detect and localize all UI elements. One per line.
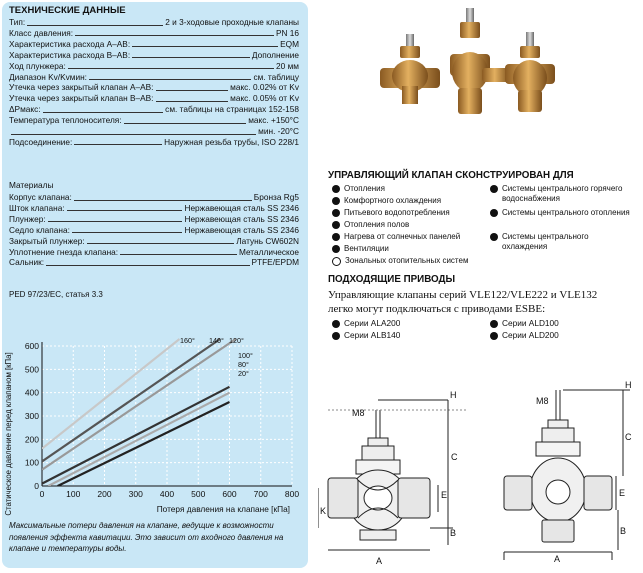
spec-key: Подсоединение: — [9, 136, 73, 147]
spec-row — [9, 72, 299, 83]
actuator-label: Серии ALD200 — [502, 330, 559, 340]
application-item — [490, 208, 630, 218]
y-tick-label: 300 — [24, 411, 39, 421]
leader-line — [89, 72, 251, 81]
leader-line — [132, 50, 250, 59]
spec-value: макс. +150°C — [248, 115, 299, 126]
application-item — [332, 256, 468, 266]
actuator-label: Серии ALB140 — [344, 330, 401, 340]
dim-label-c: C — [451, 452, 458, 462]
spec-key: Сальник: — [9, 257, 45, 268]
y-axis-title: Статическое давление перед клапаном [кПа] — [4, 352, 13, 516]
application-item — [332, 244, 389, 254]
y-tick-label: 0 — [34, 481, 39, 491]
spec-value: Нержавеющая сталь SS 2346 — [184, 213, 299, 224]
valve-product-photo — [370, 2, 570, 122]
spec-row — [9, 137, 299, 148]
spec-row — [9, 82, 299, 93]
leader-line — [43, 104, 164, 113]
bullet-icon — [332, 233, 340, 241]
x-tick-label: 700 — [253, 489, 268, 499]
spec-key: Седло клапана: — [9, 224, 70, 235]
spec-row — [9, 236, 299, 247]
spec-key: Корпус клапана: — [9, 192, 72, 202]
application-label: Зональных отопительных систем — [345, 256, 469, 265]
y-tick-label: 400 — [24, 387, 39, 398]
actuators-title: ПОДХОДЯЩИЕ ПРИВОДЫ — [328, 274, 456, 285]
spec-key: Диапазон Kv/Kvмин: — [9, 71, 87, 82]
spec-key: Шток клапана: — [9, 202, 65, 213]
application-label: Нагрева от солнечных панелей — [344, 232, 461, 241]
series-label: 140° — [209, 336, 224, 345]
application-label: Системы центрального отопления — [502, 208, 630, 217]
y-tick-label: 100 — [24, 457, 39, 468]
dim-label-h: H — [450, 390, 457, 400]
application-label: Системы центрального горячего водоснабжения — [502, 184, 623, 203]
spec-row — [9, 93, 299, 104]
dimension-drawing — [318, 380, 640, 570]
bullet-icon — [332, 185, 340, 193]
series-line — [42, 387, 230, 484]
spec-key: Характеристика расхода А–АВ: — [9, 38, 131, 49]
bullet-icon — [332, 197, 340, 205]
dim-label-m8: M8 — [352, 408, 365, 418]
series-label: 160° — [180, 336, 195, 345]
spec-row — [9, 17, 299, 28]
leader-line — [72, 225, 183, 234]
spec-key: Тип: — [9, 17, 26, 27]
spec-key: ΔPмакс: — [9, 104, 41, 115]
dim-label-e: E — [441, 490, 448, 500]
spec-value: 2 и 3-ходовые проходные клапаны — [165, 17, 299, 27]
dim-label-k: K — [320, 506, 327, 516]
spec-value: мин. -20°C — [258, 126, 299, 136]
spec-key: Утечка через закрытый клапан В–АВ: — [9, 93, 154, 104]
leader-line — [46, 257, 250, 266]
application-item — [490, 232, 630, 251]
actuator-label: Серии ALA200 — [344, 318, 401, 328]
bullet-icon — [332, 320, 340, 328]
dim-label-h2: H — [625, 380, 632, 390]
spec-row — [9, 61, 299, 72]
dim-label-b: B — [450, 528, 457, 538]
application-label: Отопления полов — [344, 220, 410, 229]
applications-title: УПРАВЛЯЮЩИЙ КЛАПАН СКОНСТРУИРОВАН ДЛЯ — [328, 170, 574, 181]
spec-value: Бронза Rg5 — [253, 192, 299, 202]
actuators-text-line1: Управляющие клапаны серий VLE122/VLE222 и VLE132 — [328, 289, 598, 301]
leader-line — [120, 247, 237, 256]
actuator-item — [490, 330, 559, 340]
spec-value: EQM — [280, 38, 299, 49]
series-label: 20° — [238, 369, 249, 378]
dim-label-e2: E — [619, 488, 626, 498]
bullet-icon — [490, 185, 498, 193]
bullet-icon — [332, 209, 340, 217]
application-item — [332, 196, 441, 206]
spec-value: Нержавеющая сталь SS 2346 — [184, 224, 299, 235]
spec-value: см. таблицы на страницах 152-158 — [165, 104, 299, 115]
x-tick-label: 300 — [128, 489, 143, 499]
leader-line — [124, 115, 247, 124]
bullet-icon — [490, 320, 498, 328]
leader-line — [156, 93, 229, 102]
spec-value: PN 16 — [275, 27, 299, 38]
y-tick-label: 500 — [24, 364, 39, 375]
spec-key: Плунжер: — [9, 213, 46, 224]
bullet-icon — [490, 233, 498, 241]
application-item — [332, 184, 385, 194]
leader-line — [27, 17, 163, 26]
spec-key: Утечка через закрытый клапан А–АВ: — [9, 82, 154, 93]
two-way-valve-drawing — [318, 400, 468, 550]
bullet-icon — [332, 332, 340, 340]
spec-row — [9, 247, 299, 258]
application-item — [332, 208, 450, 218]
dim-label-c2: C — [625, 432, 632, 442]
bullet-icon — [332, 221, 340, 229]
spec-value: 20 мм — [276, 60, 299, 71]
series-line — [42, 339, 180, 449]
spec-row — [9, 214, 299, 225]
series-label: 120° — [229, 336, 244, 345]
three-way-valve-drawing — [504, 390, 630, 560]
leader-line — [156, 82, 229, 91]
actuator-item — [332, 330, 400, 340]
spec-value: см. таблицу — [253, 71, 299, 82]
leader-line — [68, 61, 274, 70]
spec-row — [9, 126, 299, 137]
spec-row — [9, 225, 299, 236]
spec-key: Класс давления: — [9, 27, 74, 38]
application-item — [490, 184, 630, 203]
actuators-text-line2: легко могут подключаться с приводами ESBE: — [328, 303, 546, 315]
x-tick-label: 100 — [66, 489, 81, 499]
actuator-label: Серии ALD100 — [502, 318, 559, 328]
leader-line — [48, 214, 183, 223]
hollow-bullet-icon — [332, 257, 341, 266]
spec-row — [9, 28, 299, 39]
leader-line — [67, 203, 183, 212]
spec-key: Уплотнение гнезда клапана: — [9, 246, 119, 257]
cavitation-chart — [2, 332, 308, 517]
leader-line — [11, 126, 256, 135]
leader-line — [74, 137, 162, 146]
spec-row — [9, 115, 299, 126]
spec-row — [9, 104, 299, 115]
bullet-icon — [490, 332, 498, 340]
x-tick-label: 500 — [191, 489, 206, 499]
application-label: Отопления — [344, 184, 385, 193]
application-item — [332, 220, 409, 230]
spec-value: макс. 0.05% от Kv — [230, 93, 299, 104]
y-tick-label: 200 — [24, 434, 39, 445]
materials-title: Материалы — [9, 180, 54, 190]
spec-value: Металлическое — [238, 246, 299, 257]
spec-value: Нержавеющая сталь SS 2346 — [184, 202, 299, 213]
spec-row — [9, 39, 299, 50]
application-item — [332, 232, 460, 242]
dim-label-a: A — [376, 556, 383, 566]
x-tick-label: 600 — [222, 489, 237, 499]
actuator-item — [490, 318, 559, 328]
ped-note: PED 97/23/EC, статья 3.3 — [9, 290, 103, 299]
dim-label-a2: A — [554, 554, 561, 564]
leader-line — [74, 192, 252, 201]
spec-row — [9, 257, 299, 268]
dim-label-b2: B — [620, 526, 627, 536]
spec-row — [9, 50, 299, 61]
spec-value: Наружная резьба трубы, ISO 228/1 — [164, 136, 299, 147]
x-tick-label: 0 — [39, 489, 45, 499]
spec-value: PTFE/EPDM — [251, 257, 299, 268]
dim-label-m8-2: M8 — [536, 396, 549, 406]
x-tick-label: 800 — [284, 489, 300, 499]
x-axis-title: Потеря давления на клапане [кПа] — [156, 504, 290, 514]
bullet-icon — [490, 209, 498, 217]
leader-line — [75, 28, 274, 37]
y-tick-label: 600 — [24, 341, 39, 351]
application-label: Комфортного охлаждения — [344, 196, 442, 205]
bullet-icon — [332, 245, 340, 253]
spec-value: макс. 0.02% от Kv — [230, 82, 299, 93]
chart-caption: Максимальные потери давления на клапане, ведущие к возможности появления эффекта кавитации. Это зависит от входного давления на клапане и температуры воды. — [9, 521, 284, 553]
spec-key: Закрытый плунжер: — [9, 235, 85, 246]
spec-row — [9, 192, 299, 203]
application-label: Системы центрального охлаждения — [502, 232, 589, 251]
spec-value: Латунь CW602N — [236, 235, 299, 246]
spec-key: Характеристика расхода В–АВ: — [9, 49, 131, 60]
spec-value: Дополнение — [251, 49, 299, 60]
actuator-item — [332, 318, 400, 328]
specs-title: ТЕХНИЧЕСКИЕ ДАННЫЕ — [9, 5, 126, 16]
series-label: 100° — [238, 351, 253, 360]
leader-line — [87, 236, 235, 245]
application-label: Вентиляции — [344, 244, 389, 253]
application-label: Питьевого водопотребления — [344, 208, 450, 217]
spec-row — [9, 203, 299, 214]
x-tick-label: 400 — [159, 489, 175, 499]
spec-key: Температура теплоносителя: — [9, 115, 122, 126]
x-tick-label: 200 — [97, 489, 112, 499]
leader-line — [132, 39, 278, 48]
series-label: 80° — [238, 360, 249, 369]
spec-key: Ход плунжера: — [9, 60, 66, 71]
